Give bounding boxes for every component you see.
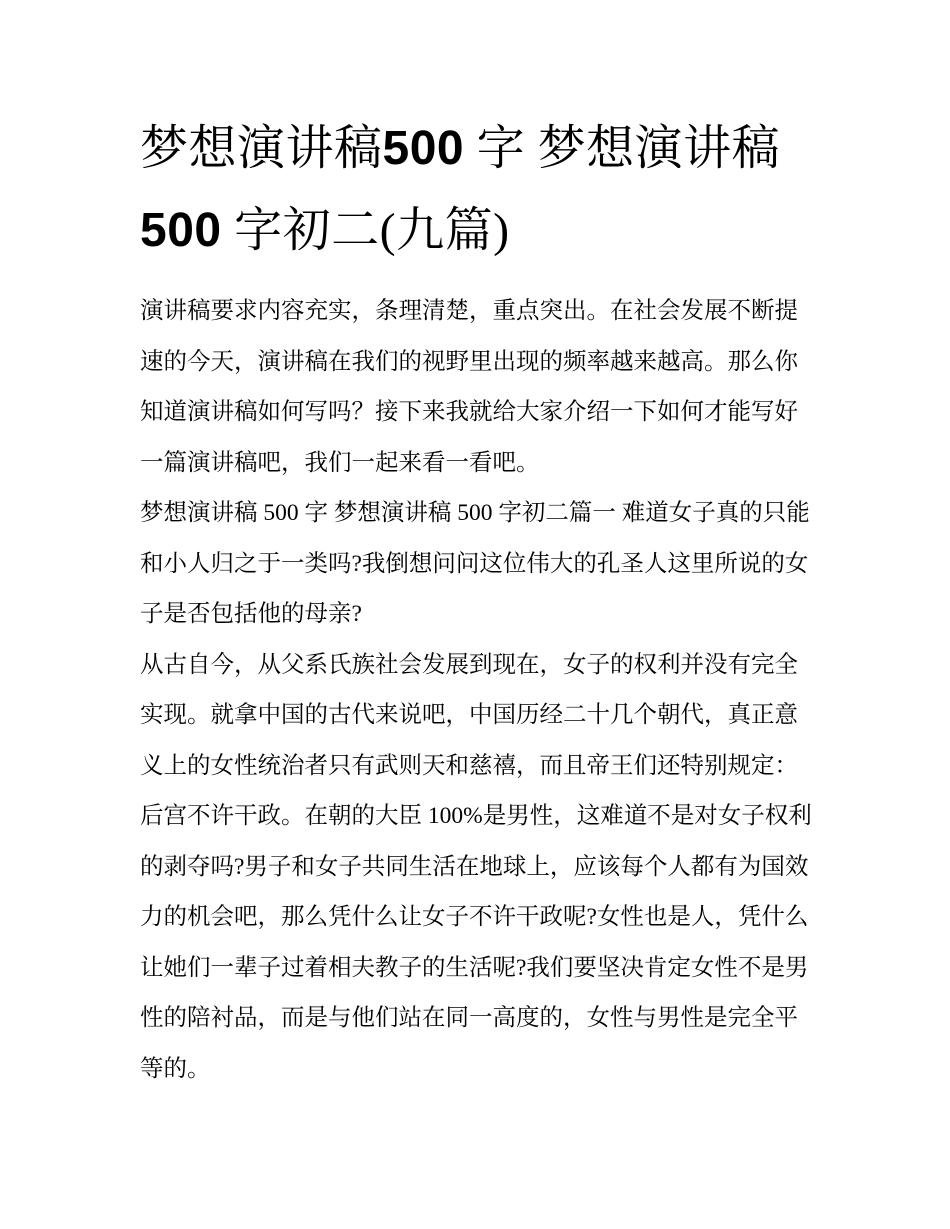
document-body [140,108,812,1094]
paragraph-body: 从古自今，从父系氏族社会发展到现在，女子的权利并没有完全实现。就拿中国的古代来说吧，中国历经二十几个朝代，真正意义上的女性统治者只有武则天和慈禧，而且帝王们还特别规定：后宫不许干政。在朝的大臣 100%是男性，这难道不是对女子权利的剥夺吗?男子和女子共同生活在地球上，应该每个人都有为国效力的机会吧，那么凭什么让女子不许干政呢?女性也是人，凭什么让她们一辈子过着相夫教子的生活呢?我们要坚决肯定女性不是男性的陪衬品，而是与他们站在同一高度的，女性与男性是完全平等的。 [140,651,812,1082]
title-text-1: 梦想演讲稿 [140,122,383,175]
title-number-2: 500 [140,204,222,257]
title-text-2: 字 梦想演讲稿 [464,122,781,175]
document-title [140,108,812,272]
paragraph-section-one: 梦想演讲稿 500 字 梦想演讲稿 500 字初二篇一 难道女子真的只能和小人归之于一类吗?我倒想问问这位伟大的孔圣人这里所说的女子是否包括他的母亲? [140,500,810,627]
title-text-3: 字初二(九篇) [221,204,510,257]
title-number-1: 500 [382,122,465,175]
paragraph-intro: 演讲稿要求内容充实，条理清楚，重点突出。在社会发展不断提速的今天，演讲稿在我们的视野里出现的频率越来越高。那么你知道演讲稿如何写吗？接下来我就给大家介绍一下如何才能写好一篇演讲稿吧，我们一起来看一看吧。 [140,298,798,476]
